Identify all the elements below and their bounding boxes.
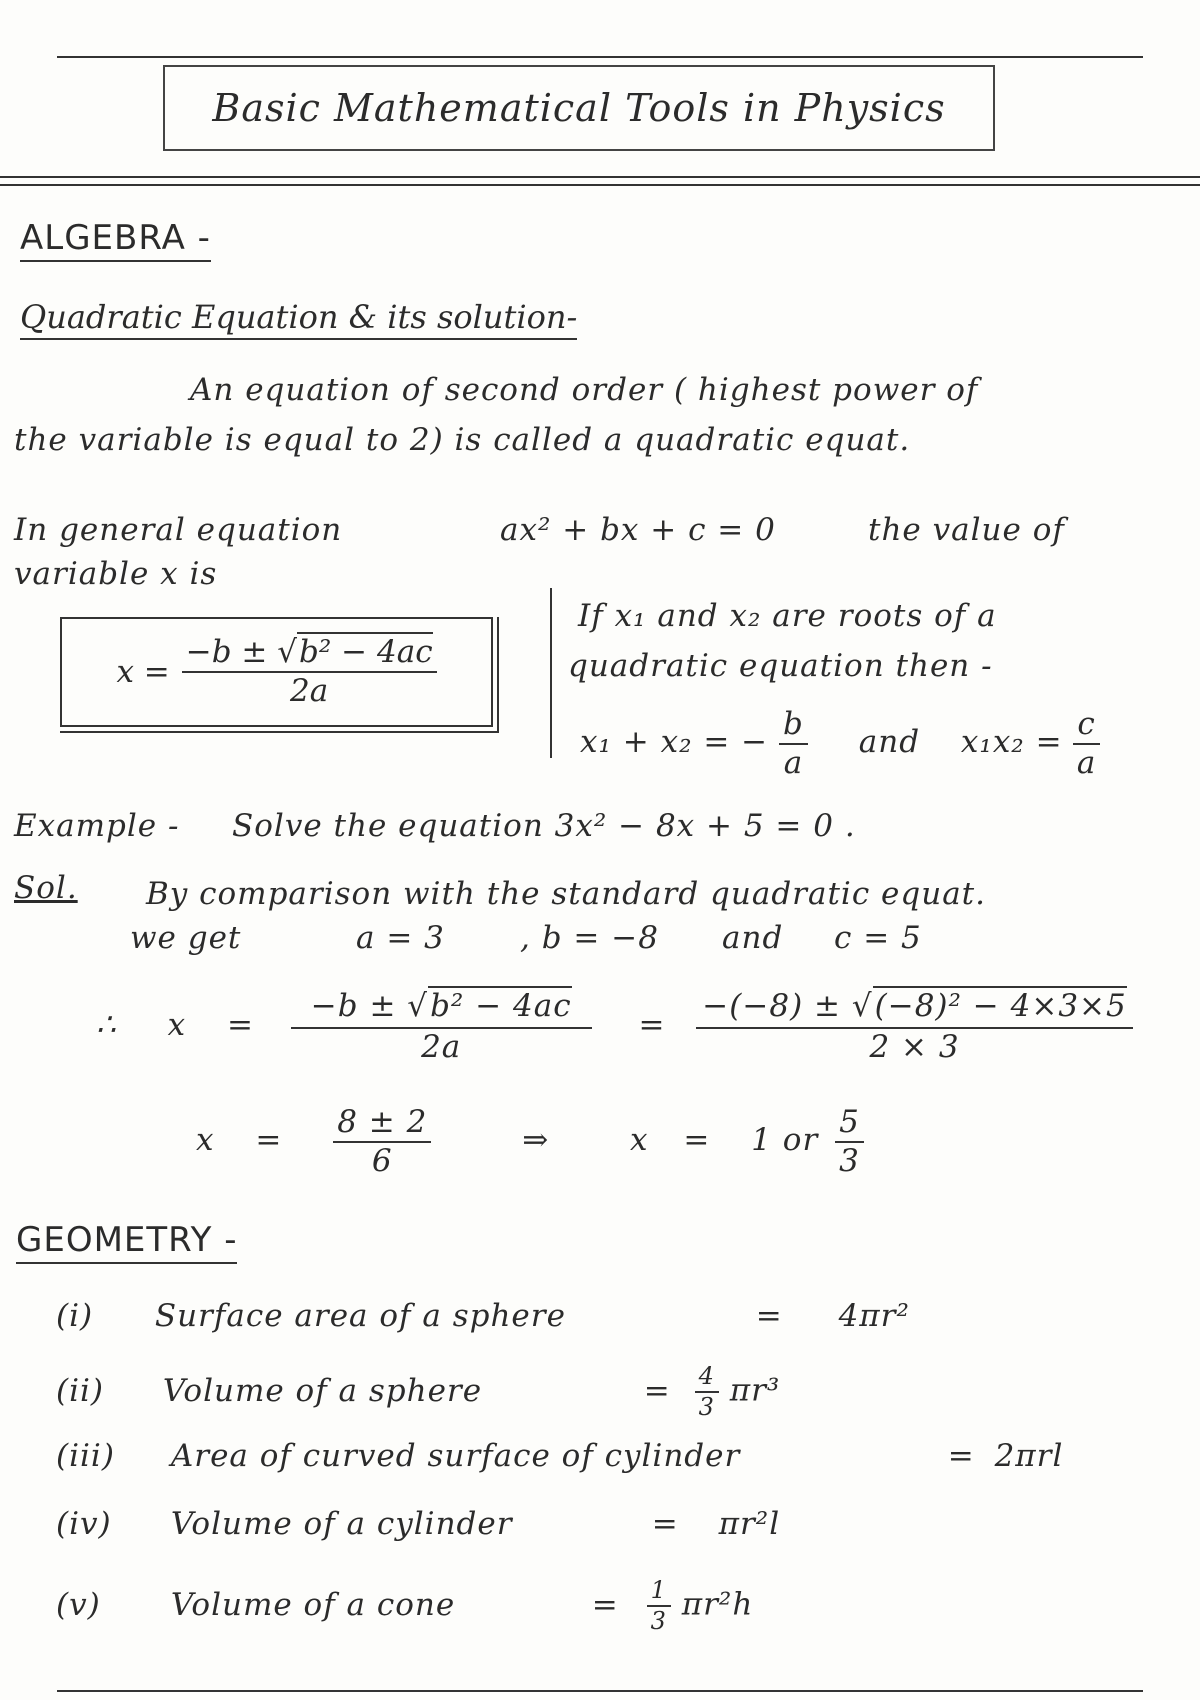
roots-prod-den: a xyxy=(1076,744,1097,781)
page-title: Basic Mathematical Tools in Physics xyxy=(212,86,946,130)
general-line-2: variable x is xyxy=(14,556,218,592)
formula-numerator xyxy=(182,636,437,673)
sol-line-2-c: , b = −8 xyxy=(520,920,659,956)
step1-num-root: b² − 4ac xyxy=(430,988,572,1024)
geometry-item-value-rest: πr²h xyxy=(681,1586,754,1623)
page-title-box xyxy=(163,65,995,151)
definition-line-2: the variable is equal to 2) is called a quadratic equat. xyxy=(14,422,911,458)
sol-line-2-a: we get xyxy=(130,920,242,956)
step1-fraction xyxy=(291,990,592,1063)
therefore-icon: ∴ xyxy=(96,1007,117,1044)
geometry-item-frac-den: 3 xyxy=(698,1393,715,1422)
step1-numerator-2 xyxy=(696,990,1132,1029)
step1-fraction-2 xyxy=(696,990,1132,1063)
geometry-item-1 xyxy=(56,1298,910,1334)
geometry-item-value: 2πrl xyxy=(994,1438,1064,1474)
geometry-item-eq: = xyxy=(755,1298,783,1334)
step1-eq: = xyxy=(226,1007,254,1044)
geometry-item-value-rest: πr³ xyxy=(729,1372,781,1409)
geometry-item-frac-den: 3 xyxy=(650,1607,667,1636)
geometry-item-4 xyxy=(56,1506,780,1542)
geometry-item-frac-num: 4 xyxy=(695,1364,719,1393)
step2-result-num: 5 xyxy=(835,1106,864,1143)
geometry-item-text: Area of curved surface of cylinder xyxy=(170,1438,741,1474)
step1-denominator-2: 2 × 3 xyxy=(869,1028,960,1065)
formula-numerator-a: −b ± xyxy=(185,634,268,671)
step1-num-a: −b ± xyxy=(310,988,397,1024)
vertical-divider xyxy=(550,588,552,758)
geometry-item-value: πr²l xyxy=(718,1506,781,1542)
geometry-item-text: Volume of a cylinder xyxy=(170,1506,513,1542)
step2-fraction xyxy=(333,1106,431,1177)
general-text-b: the value of xyxy=(868,512,1065,548)
sqrt-symbol-icon: √ xyxy=(407,988,429,1024)
quadratic-subheading: Quadratic Equation & its solution- xyxy=(20,298,577,340)
sqrt-symbol-icon: √ xyxy=(851,988,873,1024)
geometry-item-2 xyxy=(56,1364,780,1420)
algebra-heading: ALGEBRA - xyxy=(20,218,211,262)
header-double-rule-2 xyxy=(0,184,1200,186)
step1-numerator xyxy=(291,990,592,1029)
geometry-item-text: Surface area of a sphere xyxy=(154,1298,566,1334)
roots-line-2: quadratic equation then - xyxy=(568,648,993,684)
roots-sum-num: b xyxy=(779,708,808,745)
step2-eq2: = xyxy=(683,1122,711,1159)
geometry-item-eq: = xyxy=(651,1506,679,1542)
bottom-rule xyxy=(57,1690,1143,1692)
geometry-item-eq: = xyxy=(591,1586,619,1623)
geometry-item-3 xyxy=(56,1438,1063,1474)
sol-line-2-e: c = 5 xyxy=(834,920,922,956)
sol-line-2-d: and xyxy=(722,920,784,956)
geometry-item-eq: = xyxy=(643,1372,671,1409)
geometry-item-text: Volume of a cone xyxy=(170,1586,456,1623)
example-label: Example - xyxy=(14,808,180,844)
step2-eq: = xyxy=(255,1122,283,1159)
step2-result: 1 or xyxy=(751,1122,819,1159)
roots-sum-fraction xyxy=(779,708,808,779)
step1 xyxy=(96,990,1133,1063)
top-rule xyxy=(57,56,1143,58)
step2-result-den: 3 xyxy=(839,1142,860,1179)
roots-prod-fraction xyxy=(1073,708,1099,779)
formula-fraction xyxy=(182,636,437,707)
step1-num2-a: −(−8) ± xyxy=(702,988,841,1024)
geometry-item-number: (ii) xyxy=(56,1372,105,1409)
sol-line-1: By comparison with the standard quadratic equat. xyxy=(146,876,986,912)
geometry-item-frac-num: 1 xyxy=(647,1578,671,1607)
geometry-item-number: (v) xyxy=(56,1586,101,1623)
sol-line-2-b: a = 3 xyxy=(356,920,445,956)
geometry-item-eq: = xyxy=(947,1438,975,1474)
geometry-heading: GEOMETRY - xyxy=(16,1220,237,1264)
formula-denominator: 2a xyxy=(290,673,329,709)
general-equation: ax² + bx + c = 0 xyxy=(500,512,776,548)
implies-icon: ⇒ xyxy=(522,1122,550,1159)
geometry-item-text: Volume of a sphere xyxy=(162,1372,483,1409)
step2 xyxy=(196,1106,864,1177)
roots-relations xyxy=(580,708,1100,779)
example-statement: Solve the equation 3x² − 8x + 5 = 0 . xyxy=(232,808,856,844)
general-text-a: In general equation xyxy=(14,512,343,548)
formula-numerator-root: b² − 4ac xyxy=(299,634,433,671)
geometry-item-number: (iv) xyxy=(56,1506,112,1542)
formula-lhs: x = xyxy=(116,654,170,690)
step1-eq2: = xyxy=(638,1007,666,1044)
definition-line-1: An equation of second order ( highest power of xyxy=(190,372,979,408)
step1-denominator: 2a xyxy=(421,1028,462,1065)
step2-numerator: 8 ± 2 xyxy=(333,1106,431,1143)
geometry-item-number: (i) xyxy=(56,1298,94,1334)
step2-result-fraction xyxy=(835,1106,864,1177)
step2-x: x xyxy=(196,1122,215,1159)
roots-prod-lhs: x₁x₂ = xyxy=(960,724,1063,761)
sol-label: Sol. xyxy=(14,870,78,906)
step1-num2-root: (−8)² − 4×3×5 xyxy=(874,988,1127,1024)
roots-and: and xyxy=(858,724,921,761)
sqrt-symbol-icon: √ xyxy=(277,634,298,671)
step2-denominator: 6 xyxy=(371,1142,393,1179)
geometry-item-value: 4πr² xyxy=(838,1298,910,1334)
roots-sum-lhs: x₁ + x₂ = − xyxy=(580,724,769,761)
roots-prod-num: c xyxy=(1073,708,1099,745)
geometry-item-fraction xyxy=(647,1578,671,1634)
quadratic-formula-box xyxy=(60,617,493,727)
header-double-rule-1 xyxy=(0,176,1200,178)
roots-line-1: If x₁ and x₂ are roots of a xyxy=(578,598,997,634)
geometry-item-5 xyxy=(56,1578,753,1634)
roots-sum-den: a xyxy=(783,744,804,781)
geometry-item-number: (iii) xyxy=(56,1438,115,1474)
geometry-item-fraction xyxy=(695,1364,719,1420)
step1-x: x xyxy=(167,1007,187,1044)
step2-x2: x xyxy=(630,1122,649,1159)
